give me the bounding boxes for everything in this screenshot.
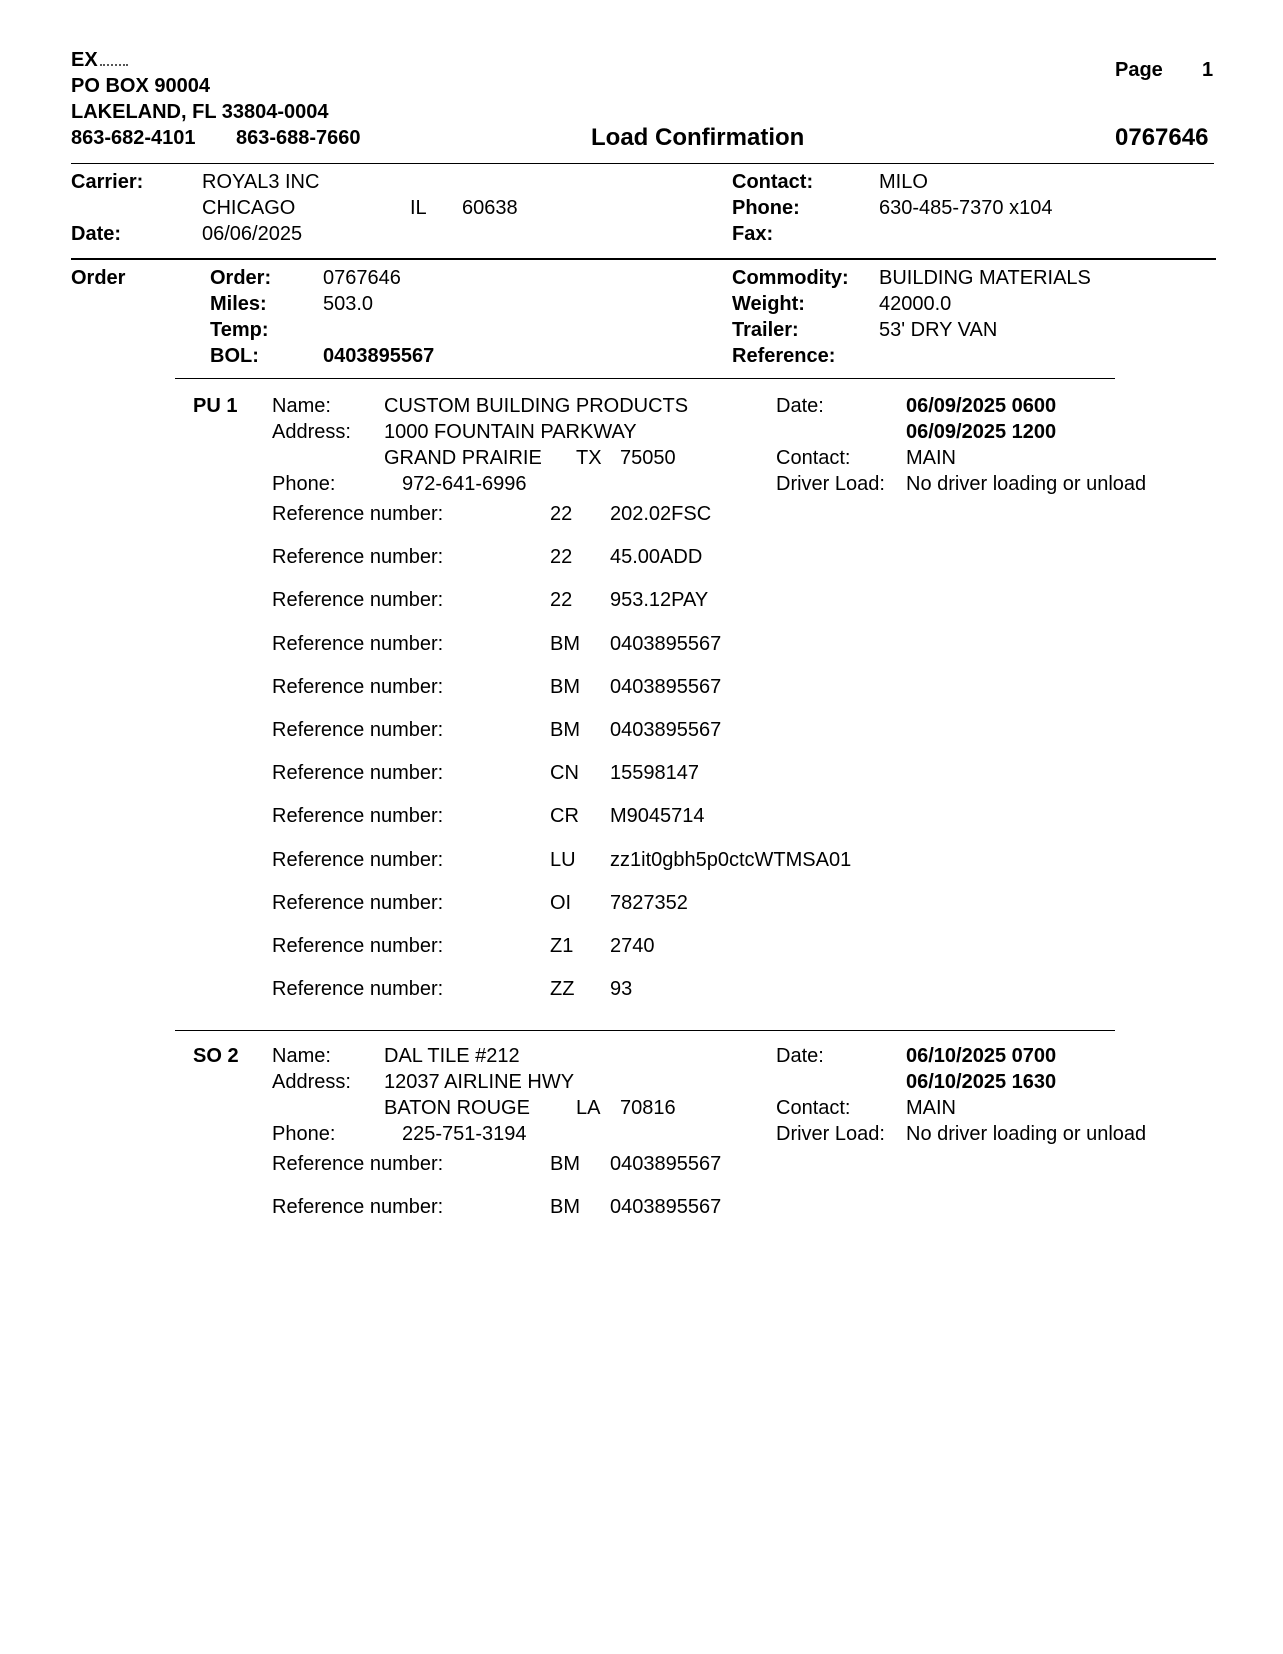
redacted-mark (100, 50, 128, 66)
order-commodity: BUILDING MATERIALS (879, 267, 1091, 289)
stop-2-code: SO 2 (193, 1045, 239, 1067)
carrier-contact: MILO (879, 171, 928, 193)
stop-2-phone-label: Phone: (272, 1123, 336, 1145)
page-number: 1 (1202, 59, 1214, 81)
company-address-1: PO BOX 90004 (71, 75, 210, 97)
stop-1-address-label: Address: (272, 421, 351, 443)
stop-2-date-end: 06/10/2025 1630 (906, 1071, 1057, 1093)
reference-value: 0403895567 (610, 1196, 722, 1218)
reference-label: Reference number: (272, 849, 444, 871)
company-name: EX (71, 50, 128, 70)
stop-2-name-label: Name: (272, 1045, 331, 1067)
stop-1-driver-load-label: Driver Load: (776, 473, 885, 495)
reference-code: ZZ (550, 978, 575, 1000)
stop-2-contact: MAIN (906, 1097, 956, 1119)
reference-label: Reference number: (272, 676, 444, 698)
stop-2-name: DAL TILE #212 (384, 1045, 520, 1067)
reference-label: Reference number: (272, 1153, 444, 1175)
carrier-date-label: Date: (71, 223, 122, 245)
stop-1-driver-load: No driver loading or unload (906, 473, 1147, 495)
stop-2-city: BATON ROUGE (384, 1097, 530, 1119)
order-divider (175, 378, 1115, 379)
carrier-contact-label: Contact: (732, 171, 814, 193)
company-address-2: LAKELAND, FL 33804-0004 (71, 101, 329, 123)
stop-1-state: TX (576, 447, 602, 469)
order-number: 0767646 (323, 267, 401, 289)
carrier-fax-label: Fax: (732, 223, 774, 245)
stop-1-contact: MAIN (906, 447, 956, 469)
reference-value: 7827352 (610, 892, 688, 914)
carrier-state: IL (410, 197, 427, 219)
company-phone-2: 863-688-7660 (236, 127, 361, 149)
reference-code: LU (550, 849, 576, 871)
reference-value: 0403895567 (610, 633, 722, 655)
reference-label: Reference number: (272, 892, 444, 914)
reference-label: Reference number: (272, 503, 444, 525)
stop-2-date-label: Date: (776, 1045, 824, 1067)
carrier-label: Carrier: (71, 171, 144, 193)
order-bol-label: BOL: (210, 345, 259, 367)
stop-1-code: PU 1 (193, 395, 238, 417)
order-section-label: Order (71, 267, 126, 289)
stop-1-name-label: Name: (272, 395, 331, 417)
stop-1-address: 1000 FOUNTAIN PARKWAY (384, 421, 637, 443)
order-bol: 0403895567 (323, 345, 435, 367)
stop-1-contact-label: Contact: (776, 447, 851, 469)
reference-value: 45.00ADD (610, 546, 703, 568)
reference-value: 15598147 (610, 762, 699, 784)
reference-value: 0403895567 (610, 676, 722, 698)
header-divider (71, 163, 1214, 164)
reference-code: BM (550, 1153, 580, 1175)
reference-code: CR (550, 805, 579, 827)
reference-label: Reference number: (272, 935, 444, 957)
stop-2-zip: 70816 (620, 1097, 676, 1119)
reference-code: CN (550, 762, 579, 784)
reference-value: M9045714 (610, 805, 705, 827)
stop-2-driver-load-label: Driver Load: (776, 1123, 885, 1145)
reference-value: 0403895567 (610, 1153, 722, 1175)
document-number: 0767646 (1115, 124, 1209, 151)
reference-code: Z1 (550, 935, 574, 957)
reference-code: 22 (550, 546, 573, 568)
order-trailer-label: Trailer: (732, 319, 799, 341)
order-miles: 503.0 (323, 293, 374, 315)
stop-1-name: CUSTOM BUILDING PRODUCTS (384, 395, 689, 417)
order-reference-label: Reference: (732, 345, 836, 367)
reference-code: BM (550, 1196, 580, 1218)
stop-2-address: 12037 AIRLINE HWY (384, 1071, 575, 1093)
reference-value: 93 (610, 978, 633, 1000)
reference-value: zz1it0gbh5p0ctcWTMSA01 (610, 849, 852, 871)
stop-1-date-label: Date: (776, 395, 824, 417)
reference-code: BM (550, 676, 580, 698)
stop-1-date-end: 06/09/2025 1200 (906, 421, 1057, 443)
reference-label: Reference number: (272, 719, 444, 741)
stop-1-city: GRAND PRAIRIE (384, 447, 542, 469)
reference-label: Reference number: (272, 978, 444, 1000)
carrier-name: ROYAL3 INC (202, 171, 320, 193)
carrier-divider (71, 258, 1216, 260)
carrier-phone-label: Phone: (732, 197, 800, 219)
reference-label: Reference number: (272, 633, 444, 655)
stop-1-phone-label: Phone: (272, 473, 336, 495)
reference-label: Reference number: (272, 762, 444, 784)
stop-2-contact-label: Contact: (776, 1097, 851, 1119)
stop-2-address-label: Address: (272, 1071, 351, 1093)
reference-code: 22 (550, 503, 573, 525)
reference-value: 202.02FSC (610, 503, 712, 525)
carrier-date: 06/06/2025 (202, 223, 303, 245)
stop-1-date-start: 06/09/2025 0600 (906, 395, 1057, 417)
order-commodity-label: Commodity: (732, 267, 849, 289)
carrier-city: CHICAGO (202, 197, 296, 219)
reference-label: Reference number: (272, 589, 444, 611)
order-weight: 42000.0 (879, 293, 952, 315)
document-title: Load Confirmation (591, 124, 805, 151)
order-miles-label: Miles: (210, 293, 267, 315)
reference-label: Reference number: (272, 805, 444, 827)
reference-value: 0403895567 (610, 719, 722, 741)
company-phone-1: 863-682-4101 (71, 127, 196, 149)
stop-1-phone: 972-641-6996 (402, 473, 527, 495)
order-number-label: Order: (210, 267, 272, 289)
stop-divider (175, 1030, 1115, 1031)
order-trailer: 53' DRY VAN (879, 319, 998, 341)
reference-code: BM (550, 719, 580, 741)
stop-2-state: LA (576, 1097, 601, 1119)
stop-2-driver-load: No driver loading or unload (906, 1123, 1147, 1145)
page-label: Page (1115, 59, 1163, 81)
stop-2-phone: 225-751-3194 (402, 1123, 527, 1145)
reference-code: 22 (550, 589, 573, 611)
reference-value: 953.12PAY (610, 589, 709, 611)
reference-label: Reference number: (272, 1196, 444, 1218)
reference-value: 2740 (610, 935, 655, 957)
reference-label: Reference number: (272, 546, 444, 568)
carrier-phone: 630-485-7370 x104 (879, 197, 1053, 219)
order-temp-label: Temp: (210, 319, 269, 341)
stop-1-zip: 75050 (620, 447, 676, 469)
stop-2-date-start: 06/10/2025 0700 (906, 1045, 1057, 1067)
order-weight-label: Weight: (732, 293, 805, 315)
reference-code: BM (550, 633, 580, 655)
reference-code: OI (550, 892, 572, 914)
carrier-zip: 60638 (462, 197, 518, 219)
